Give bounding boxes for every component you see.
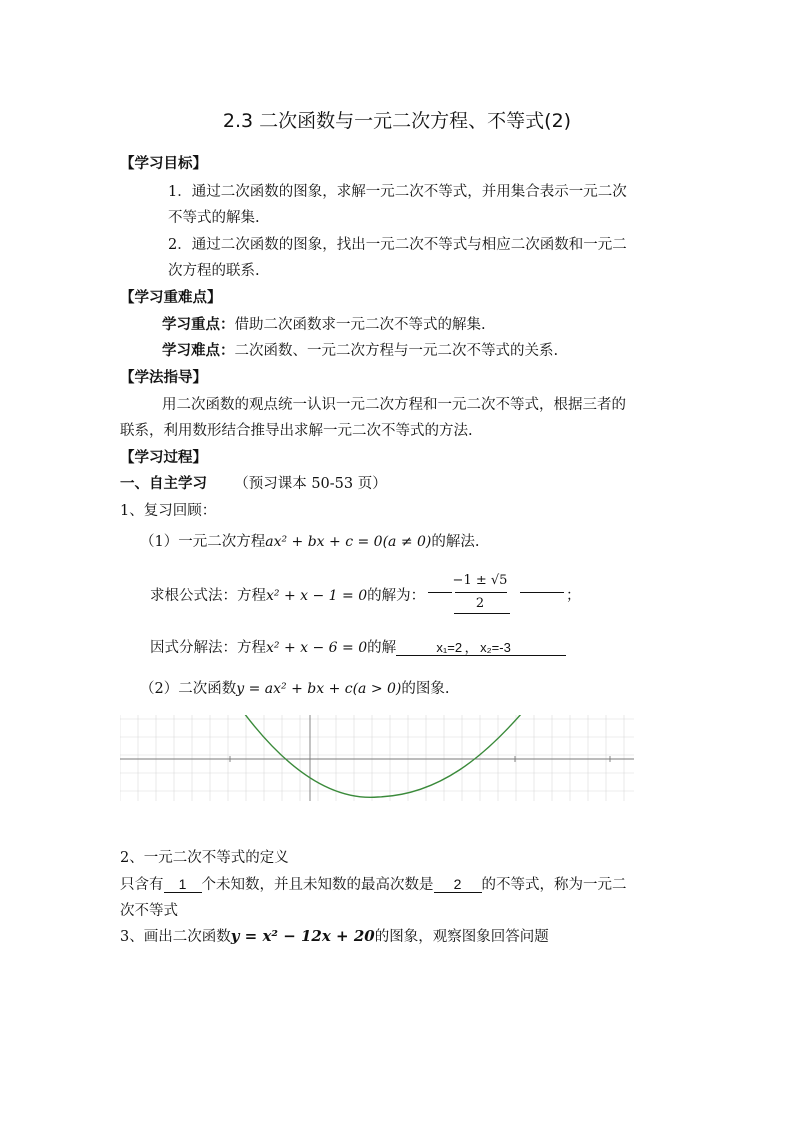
page-title: 2.3 二次函数与一元二次方程、不等式(2) (222, 110, 572, 132)
objectives-heading: 【学习目标】 (120, 156, 207, 172)
factor-mid: 的解 (367, 640, 397, 656)
part1-label: 一、自主学习 (120, 476, 207, 492)
difficulty-line (162, 339, 558, 360)
q2-line (140, 677, 450, 698)
q3-prefix: 3、画出二次函数 (120, 929, 231, 945)
formula-numerator: −1 ± √5 (452, 573, 508, 588)
q3-equation: y = x² − 12x + 20 (230, 927, 375, 945)
q3-line (120, 925, 549, 946)
definition-blank-1: 1 (164, 877, 202, 893)
q1-line (140, 530, 480, 551)
formula-blank-left (428, 592, 452, 593)
q1-suffix: 的解法. (431, 534, 480, 550)
factor-answer-x1: x₁=2 (396, 640, 462, 656)
formula-blank-under (454, 613, 510, 614)
part1-line (120, 472, 387, 493)
process-heading: 【学习过程】 (120, 450, 207, 466)
graph-axes (120, 715, 634, 801)
q1-equation: ax² + bx + c = 0(a ≠ 0) (265, 534, 432, 550)
factor-prefix: 因式分解法：方程 (150, 640, 266, 656)
focus-line (162, 313, 486, 334)
formula-mid: 的解为： (367, 588, 426, 604)
definition-blank-2: 2 (434, 877, 482, 893)
definition-line-2: 次不等式 (120, 903, 178, 919)
formula-prefix: 求根公式法：方程 (150, 588, 266, 604)
focus-label: 学习重点： (162, 317, 235, 333)
q3-suffix: 的图象，观察图象回答问题 (374, 929, 549, 945)
q2-suffix: 的图象. (401, 681, 450, 697)
objective-1-line-1: 1．通过二次函数的图象，求解一元二次不等式，并用集合表示一元二次 (168, 184, 627, 200)
review-label: 1、复习回顾： (120, 503, 217, 519)
definition-b: 个未知数，并且未知数的最高次数是 (201, 877, 434, 893)
definition-a: 只含有 (120, 877, 164, 893)
method-line-1: 用二次函数的观点统一认识一元二次方程和一元二次不等式，根据三者的 (162, 397, 626, 413)
factor-separator: ， (462, 640, 480, 656)
formula-denominator: 2 (475, 596, 485, 611)
focus-text: 借助二次函数求一元二次不等式的解集. (234, 317, 486, 333)
method-heading: 【学法指导】 (120, 370, 207, 386)
formula-blank-right (520, 592, 564, 593)
factor-equation: x² + x − 6 = 0 (266, 640, 368, 656)
difficulty-text: 二次函数、一元二次方程与一元二次不等式的关系. (234, 343, 559, 359)
formula-fraction-bar (455, 592, 507, 593)
factor-answer-x2: x₂=-3 (480, 640, 566, 656)
definition-heading: 2、一元二次不等式的定义 (120, 850, 289, 866)
method-line-2: 联系，利用数形结合推导出求解一元二次不等式的方法. (120, 423, 473, 439)
q1-prefix: （1）一元二次方程 (140, 534, 266, 550)
factor-line (150, 636, 566, 657)
part1-note: （预习课本 50-53 页） (234, 476, 387, 492)
parabola-graph (120, 715, 634, 801)
key-points-heading: 【学习重难点】 (120, 290, 222, 306)
q2-equation: y = ax² + bx + c(a > 0) (236, 681, 402, 697)
objective-2-line-1: 2．通过二次函数的图象，找出一元二次不等式与相应二次函数和一元二 (168, 237, 627, 253)
objective-2-line-2: 次方程的联系. (168, 263, 260, 279)
formula-line (150, 584, 425, 605)
difficulty-label: 学习难点： (162, 343, 235, 359)
definition-c: 的不等式，称为一元二 (481, 877, 627, 893)
objective-1-line-2: 不等式的解集. (168, 210, 260, 226)
graph-grid (120, 715, 634, 801)
definition-line-1 (120, 873, 627, 894)
formula-end: ； (566, 588, 581, 604)
q2-prefix: （2）二次函数 (140, 681, 237, 697)
formula-equation: x² + x − 1 = 0 (266, 588, 368, 604)
